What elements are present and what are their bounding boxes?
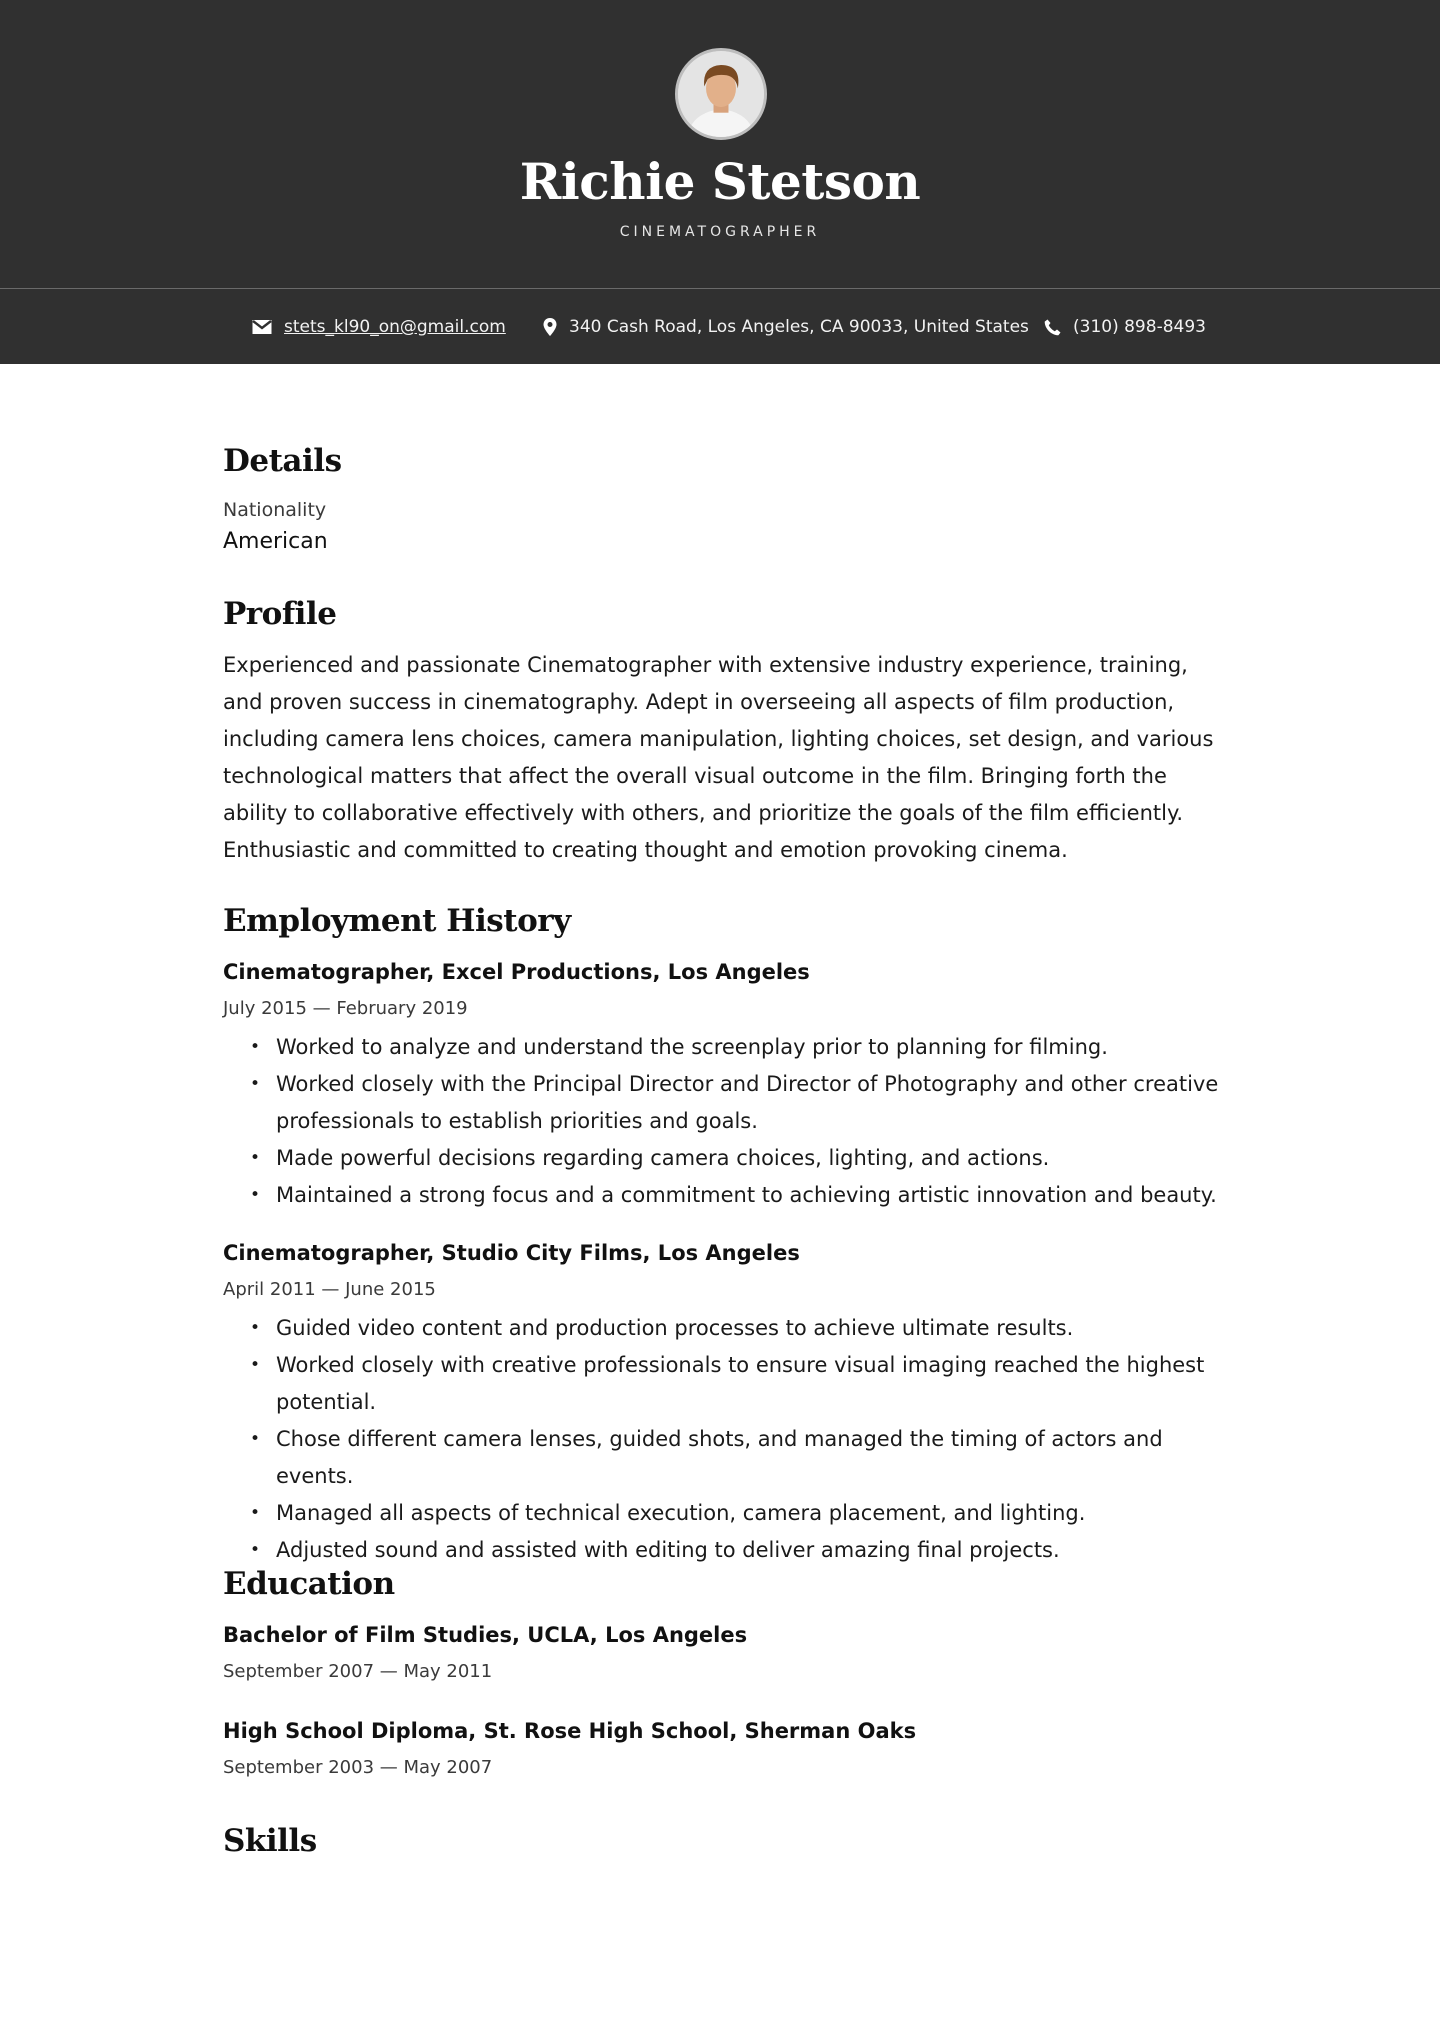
job-dates-1: July 2015 — February 2019 [223, 998, 468, 1019]
nationality-value: American [223, 529, 328, 554]
contact-email[interactable] [252, 315, 506, 339]
profile-heading: Profile [223, 596, 337, 632]
job-title: CINEMATOGRAPHER [619, 224, 821, 240]
list-item: • Maintained a strong focus and a commitment to achieving artistic innovation and beauty. [223, 1177, 1233, 1214]
contact-address [543, 315, 1029, 339]
nationality-label: Nationality [223, 499, 327, 521]
list-item: • Adjusted sound and assisted with editing to deliver amazing final projects. [223, 1532, 1233, 1569]
list-item: • Managed all aspects of technical execution, camera placement, and lighting. [223, 1495, 1233, 1532]
resume-header [0, 0, 1440, 288]
job-bullets-1 [223, 1029, 1233, 1214]
candidate-name: Richie Stetson [519, 152, 921, 211]
phone-icon [1044, 319, 1061, 336]
phone-text[interactable]: (310) 898-8493 [1073, 317, 1206, 337]
skills-heading: Skills [223, 1823, 317, 1859]
profile-photo [675, 48, 767, 140]
email-link[interactable]: stets_kl90_on@gmail.com [284, 317, 506, 337]
list-item: • Worked to analyze and understand the screenplay prior to planning for filming. [223, 1029, 1233, 1066]
list-item: • Worked closely with the Principal Director and Director of Photography and other creative professionals to establish priorities and goals. [223, 1066, 1233, 1140]
education-title-1: Bachelor of Film Studies, UCLA, Los Angeles [223, 1623, 748, 1647]
list-item: • Chose different camera lenses, guided shots, and managed the timing of actors and events. [223, 1421, 1233, 1495]
education-dates-2: September 2003 — May 2007 [223, 1757, 493, 1778]
person-photo-icon [678, 51, 764, 137]
contact-bar [0, 288, 1440, 364]
contact-phone[interactable] [1044, 315, 1206, 339]
envelope-icon [252, 319, 272, 335]
list-item: • Worked closely with creative professionals to ensure visual imaging reached the highest potential. [223, 1347, 1233, 1421]
list-item: • Made powerful decisions regarding camera choices, lighting, and actions. [223, 1140, 1233, 1177]
education-heading: Education [223, 1566, 395, 1602]
job-dates-2: April 2011 — June 2015 [223, 1279, 436, 1300]
job-title-2: Cinematographer, Studio City Films, Los Angeles [223, 1241, 800, 1265]
education-title-2: High School Diploma, St. Rose High School, Sherman Oaks [223, 1719, 917, 1743]
location-pin-icon [543, 318, 557, 336]
job-title-1: Cinematographer, Excel Productions, Los Angeles [223, 960, 810, 984]
profile-text: Experienced and passionate Cinematographer with extensive industry experience, training, and proven success in cinematography. Adept in overseeing all aspects of film production, including camera lens choices, camera manipulation, lighting choices, set design, and various technological matters that affect the overall visual outcome in the film. Bringing forth the ability to collaborative effectively with others, and prioritize the goals of the film efficiently. Enthusiastic and committed to creating thought and emotion provoking cinema. [223, 653, 1214, 862]
list-item: • Guided video content and production processes to achieve ultimate results. [223, 1310, 1233, 1347]
job-bullets-2 [223, 1310, 1233, 1569]
employment-heading: Employment History [223, 903, 571, 939]
details-heading: Details [223, 443, 342, 479]
address-text: 340 Cash Road, Los Angeles, CA 90033, United States [569, 317, 1029, 337]
education-dates-1: September 2007 — May 2011 [223, 1661, 493, 1682]
